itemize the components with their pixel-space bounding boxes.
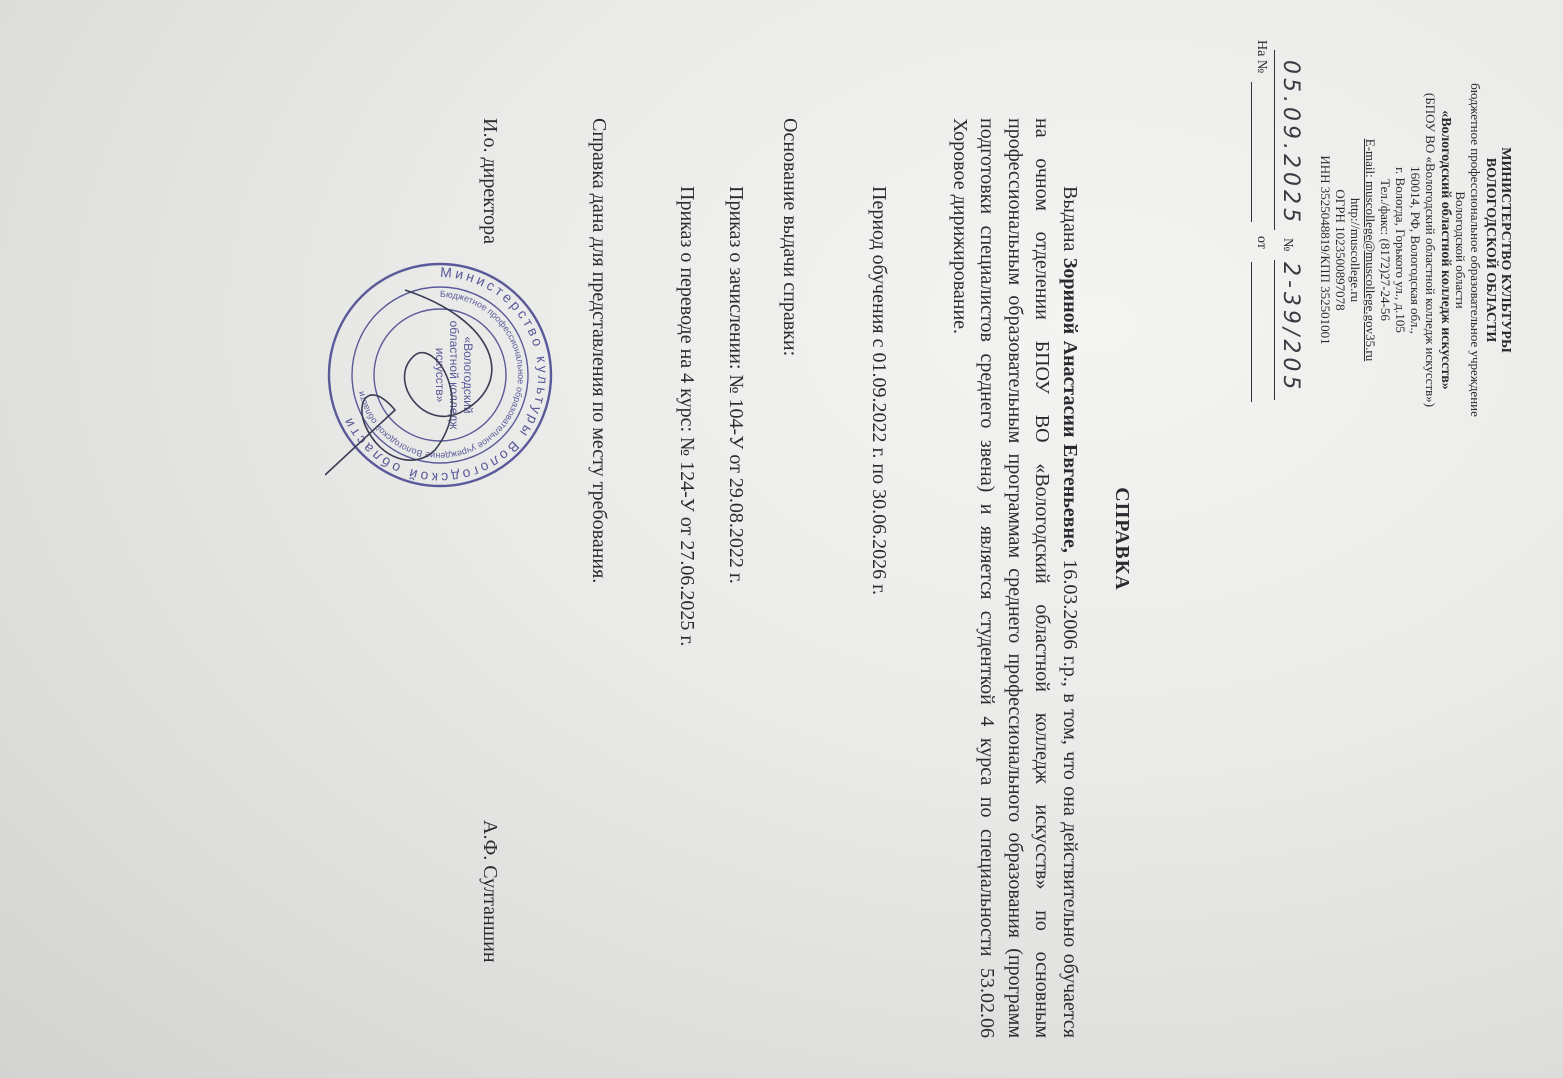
na-label: На № — [1254, 40, 1269, 74]
stamp-outer-text: Министерство культуры Вологодской области — [338, 263, 552, 487]
letterhead — [1318, 40, 1513, 460]
study-period: Период обучения с 01.09.2022 г. по 30.06.2026 г. — [868, 186, 890, 596]
institution-type: бюджетное профессиональное образовательное учреждение — [1468, 83, 1483, 417]
basis-heading: Основание выдачи справки: — [779, 118, 801, 357]
signatory-position: И.о. директора — [479, 118, 501, 245]
body-paragraph — [946, 118, 1084, 1038]
website: http://muscollege.ru — [1348, 197, 1363, 303]
enrollment-order: Приказ о зачислении: № 104-У от 29.08.2022 г. — [725, 186, 747, 584]
address-line-1: 160014, РФ, Вологодская обл., — [1408, 166, 1423, 334]
signatory-name: А.Ф. Султаншин — [479, 820, 501, 963]
student-name: Зориной Анастасии Евгеньевне, — [1059, 257, 1081, 553]
document-title: СПРАВКА — [1111, 487, 1133, 591]
region-title: ВОЛОГОДСКОЙ ОБЛАСТИ — [1483, 157, 1498, 343]
reference-row — [1247, 40, 1269, 460]
phone: Тел./факс: (8172)27-24-56 — [1378, 179, 1393, 321]
institution-region: Вологодской области — [1453, 191, 1468, 309]
body-text: 16.03.2006 г.р., в том, что она действительно обучается на очном отделении БПОУ ВО «Вологодский областной колледж искусств» по основным профессиональным образовательным программам среднего профессионального образования (программ подготовки специалистов среднего звена) и является студенткой 4 курса по специальности 53.02.06 Хоровое дирижирование. — [949, 118, 1081, 1038]
handwritten-date: 05.09.2025 — [1278, 60, 1303, 226]
transfer-order: Приказ о переводе на 4 курс: № 124-У от 27.06.2025 г. — [676, 186, 698, 647]
stamp-middle-text: Бюджетное профессиональное образовательное учреждение Вологодской области — [355, 288, 527, 462]
ot-underline — [1251, 262, 1252, 402]
stamp-center — [405, 320, 475, 430]
issued-label: Выдана — [1059, 186, 1081, 252]
date-underline — [1274, 50, 1275, 230]
inn-kpp: ИНН 3525048819/КПП 352501001 — [1318, 155, 1333, 345]
number-label: № — [1280, 238, 1295, 252]
college-abbrev: (БПОУ ВО «Вологодский областной колледж искусств») — [1423, 92, 1438, 408]
official-stamp — [325, 260, 555, 490]
college-name: «Вологодский областной колледж искусств» — [1438, 110, 1453, 390]
stamp-center-text: «Вологодский областной колледж искусств» — [433, 320, 475, 430]
ministry-title: МИНИСТЕРСТВО КУЛЬТУРЫ — [1498, 147, 1513, 353]
number-underline — [1274, 260, 1275, 400]
purpose-line: Справка дана для представления по месту требования. — [588, 118, 610, 584]
email: E-mail: muscollege@muscollege.gov35.ru — [1363, 138, 1378, 362]
na-underline — [1251, 82, 1252, 222]
ogrn: ОГРН 1023500897078 — [1333, 189, 1348, 311]
address-line-2: г. Вологда, Горького ул., д.105 — [1393, 167, 1408, 333]
ot-label: от — [1254, 236, 1269, 249]
handwritten-number: 2-39/205 — [1278, 262, 1303, 394]
date-number-row — [1271, 40, 1301, 460]
